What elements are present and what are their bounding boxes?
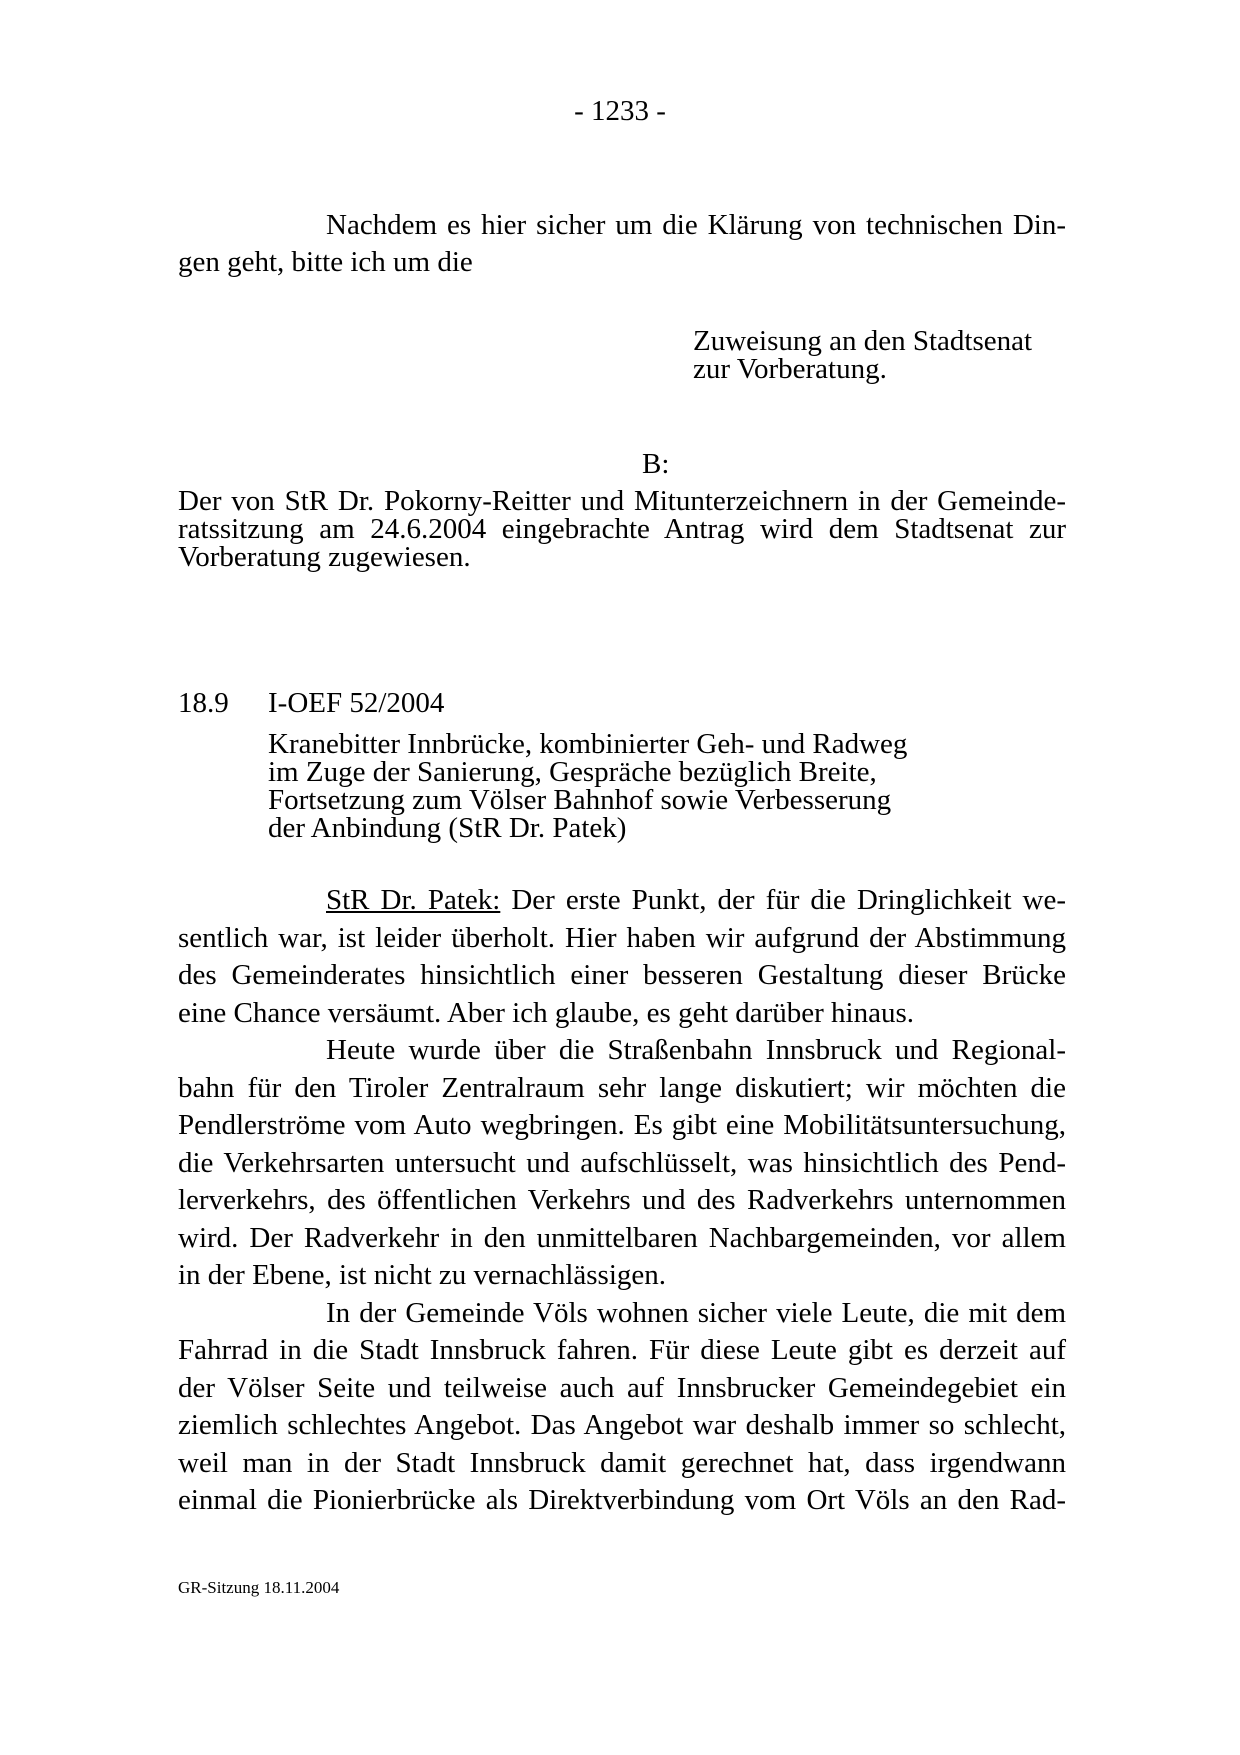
speech-line: des Gemeinderates hinsichtlich einer besseren Gestaltung dieser Brücke (178, 959, 1066, 991)
footer-session-label: GR-Sitzung 18.11.2004 (178, 1578, 340, 1597)
intro-paragraph (178, 207, 1066, 281)
decision-line-2: zur Vorberatung. (693, 353, 887, 385)
speech-line: lerverkehrs, des öffentlichen Verkehrs und des Radverkehrs unternommen (178, 1184, 1066, 1216)
speech-line: Heute wurde über die Straßenbahn Innsbruck und Regional- (326, 1034, 1066, 1066)
intro-line-1: Nachdem es hier sicher um die Klärung von technischen Din- (326, 209, 1066, 241)
speech-line: in der Ebene, ist nicht zu vernachlässigen. (178, 1259, 667, 1291)
speech-line: sentlich war, ist leider überholt. Hier haben wir aufgrund der Abstimmung (178, 921, 1066, 954)
speech-block (178, 882, 1066, 1520)
speech-line: eine Chance versäumt. Aber ich glaube, es geht darüber hinaus. (178, 996, 915, 1029)
speech-text: Der erste Punkt, der für die Dringlichkeit we- (500, 884, 1066, 916)
speech-line (178, 882, 1066, 920)
agenda-item-title (268, 730, 907, 842)
resolution-line: Vorberatung zugewiesen. (178, 541, 471, 573)
agenda-item-number: 18.9 (178, 687, 229, 719)
resolution-paragraph (178, 487, 1066, 571)
resolution-line: Der von StR Dr. Pokorny-Reitter und Mitunterzeichnern in der Gemeinde- (178, 485, 1066, 517)
agenda-title-line: Fortsetzung zum Völser Bahnhof sowie Verbesserung (268, 784, 892, 816)
section-b-label: B: (642, 448, 670, 480)
page-number: - 1233 - (574, 95, 666, 127)
agenda-title-line: Kranebitter Innbrücke, kombinierter Geh- und Radweg (268, 728, 908, 760)
speech-line: wird. Der Radverkehr in den unmittelbaren Nachbargemeinden, vor allem (178, 1221, 1066, 1254)
speech-line: der Völser Seite und teilweise auch auf Innsbrucker Gemeindegebiet ein (178, 1371, 1066, 1404)
speech-line: einmal die Pionierbrücke als Direktverbindung vom Ort Völs an den Rad- (178, 1484, 1066, 1516)
decision-block (693, 327, 1032, 383)
intro-line-2: gen geht, bitte ich um die (178, 246, 473, 278)
decision-line-1: Zuweisung an den Stadtsenat (693, 325, 1033, 357)
speech-line: die Verkehrsarten untersucht und aufschlüsselt, was hinsichtlich des Pend- (178, 1146, 1066, 1179)
speech-line: Fahrrad in die Stadt Innsbruck fahren. Für diese Leute gibt es derzeit auf (178, 1334, 1066, 1366)
resolution-line: ratssitzung am 24.6.2004 eingebrachte Antrag wird dem Stadtsenat zur (178, 513, 1066, 545)
speech-line: Pendlerströme vom Auto wegbringen. Es gibt eine Mobilitätsuntersuchung, (178, 1109, 1066, 1141)
speech-line: ziemlich schlechtes Angebot. Das Angebot war deshalb immer so schlecht, (178, 1409, 1066, 1441)
speech-line: In der Gemeinde Völs wohnen sicher viele Leute, die mit dem (326, 1296, 1066, 1329)
agenda-item-code: I-OEF 52/2004 (268, 687, 445, 719)
speech-line: weil man in der Stadt Innsbruck damit gerechnet hat, dass irgendwann (178, 1446, 1066, 1479)
agenda-title-line: der Anbindung (StR Dr. Patek) (268, 812, 627, 844)
speaker-name: StR Dr. Patek: (326, 884, 501, 916)
speech-line: bahn für den Tiroler Zentralraum sehr lange diskutiert; wir möchten die (178, 1071, 1066, 1104)
agenda-title-line: im Zuge der Sanierung, Gespräche bezüglich Breite, (268, 756, 877, 788)
